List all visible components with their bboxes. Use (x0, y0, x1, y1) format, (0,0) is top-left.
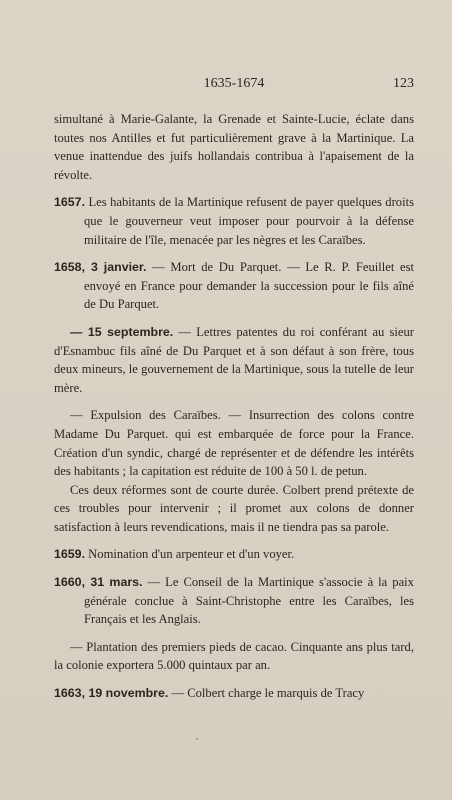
paragraph-text: — Expulsion des Caraïbes. — Insurrection des colons contre Madame Du Parquet. qui est embarquée de force pour la France. Création d'un syndic, chargé de représenter et de défendre les intérêts des habitants ; la capitation est réduite de 100 à 50 l. de petun. (54, 408, 414, 479)
entry-1663 (54, 684, 414, 703)
entry-1658-janvier (54, 258, 414, 314)
paragraph-continuation (54, 110, 414, 184)
entry-text: Lettres patentes du roi conférant au sieur d'Esnambuc fils aîné de Du Parquet et à son défaut à son frère, tous deux mineurs, le gouvernement de la Martinique, sous la tutelle de leur mère. (54, 324, 414, 395)
entry-1657 (54, 193, 414, 249)
entry-text: Colbert charge le marquis de Tracy (187, 686, 365, 701)
entry-date: 1663, 19 novembre. (54, 686, 169, 701)
paragraph-cacao (54, 638, 414, 675)
paper-speck (196, 738, 198, 740)
paragraph-text: simultané à Marie-Galante, la Grenade et Sainte-Lucie, éclate dans toutes nos Antilles et fut particulièrement grave à la Martinique. La venue inattendue des juifs hollandais contribua à l'apaisement de la révolte. (54, 112, 414, 182)
entry-separator: — (142, 575, 166, 590)
entry-separator: — (173, 324, 197, 339)
entry-date: 1658, 3 janvier. (54, 260, 147, 275)
entry-date: 1657. (54, 195, 86, 210)
entry-text: Nomination d'un arpenteur et d'un voyer. (88, 547, 295, 562)
entry-text: Les habitants de la Martinique refusent de payer quelques droits que le gouverneur veut imposer pour pourvoir à la défense militaire de l'île, menacée par les nègres et les Caraïbes. (84, 195, 414, 247)
paragraph-text: — Plantation des premiers pieds de cacao. Cinquante ans plus tard, la colonie exportera 5.000 quintaux par an. (54, 639, 414, 673)
header-year-range: 1635-1674 (203, 76, 265, 91)
entry-1659 (54, 545, 414, 564)
entry-separator: — (146, 260, 171, 275)
entry-text: Mort de Du Parquet. — Le R. P. Feuillet est envoyé en France pour demander la succession pour le fils aîné de Du Parquet. (84, 260, 414, 312)
paragraph-expulsion (54, 406, 414, 480)
entry-1660 (54, 573, 414, 629)
entry-date: — 15 septembre. (70, 324, 174, 339)
entry-date: 1659. (54, 547, 86, 562)
page-body (54, 110, 414, 703)
page-number: 123 (393, 76, 414, 91)
paragraph-text: Ces deux réformes sont de courte durée. Colbert prend prétexte de ces troubles pour intervenir ; il promet aux colons de donner satisfaction à leurs revendications, mais il ne tiendra pas sa parole. (54, 482, 414, 534)
entry-separator: — (168, 686, 188, 701)
entry-date: 1660, 31 mars. (54, 575, 143, 590)
entry-text: Le Conseil de la Martinique s'associe à la paix générale conclue à Saint-Christophe entre les Caraïbes, les Français et les Anglais. (84, 575, 414, 627)
running-header (54, 76, 414, 96)
paragraph-reformes (54, 481, 414, 537)
entry-1658-septembre (54, 323, 414, 397)
